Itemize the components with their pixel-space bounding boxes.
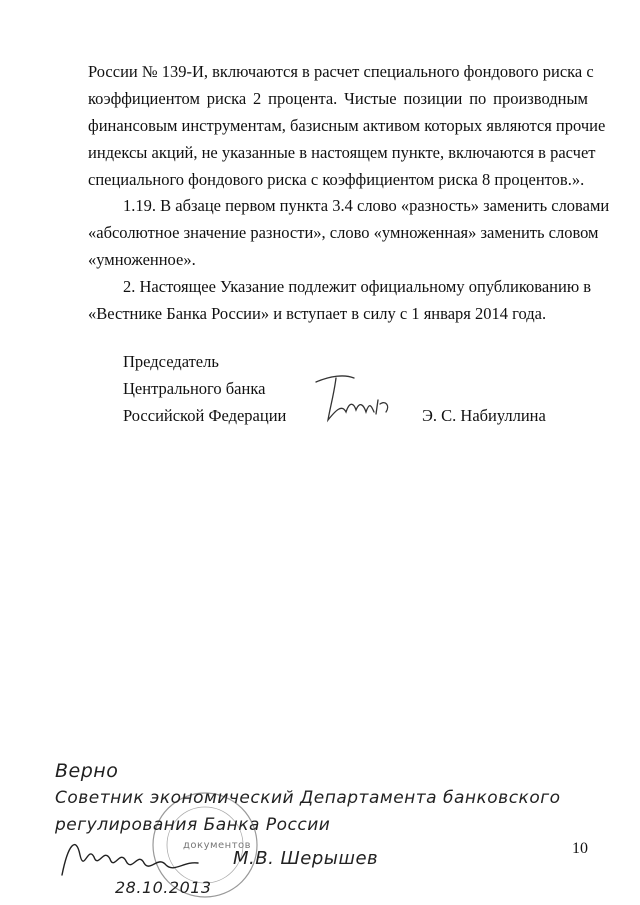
signer-title-line-1: Председатель [123,352,219,371]
stamp-text: документов [183,840,252,851]
body-line-2: коэффициентом риска 2 процента. Чистые позиции по производным [88,89,588,108]
body-line-1: России № 139-И, включаются в расчет специального фондового риска с [88,62,594,81]
page-number: 10 [572,840,588,857]
chairman-signature [310,370,400,430]
signer-name: Э. С. Набиуллина [422,406,546,425]
body-line-4: индексы акций, не указанные в настоящем пункте, включаются в расчет [88,143,596,162]
handwritten-verno: Верно [55,760,119,782]
body-line-3: финансовым инструментам, базисным активом которых являются прочие [88,116,606,135]
certifier-signature [58,825,208,885]
handwritten-date: 28.10.2013 [115,878,212,897]
body-line-9: 2. Настоящее Указание подлежит официальному опубликованию в [123,277,592,296]
handwritten-position-line-1: Советник экономический Департамента банковского [55,788,561,808]
signer-title-line-3: Российской Федерации [123,406,287,425]
body-line-10: «Вестнике Банка России» и вступает в силу с 1 января 2014 года. [88,304,547,323]
body-line-8: «умноженное». [88,250,196,269]
handwritten-signer-name: М.В. Шерышев [233,848,379,869]
handwritten-position-line-2: регулирования Банка России [55,815,331,835]
signer-title-line-2: Центрального банка [123,379,266,398]
body-line-6: 1.19. В абзаце первом пункта 3.4 слово «разность» заменить словами [123,196,610,215]
body-line-7: «абсолютное значение разности», слово «умноженная» заменить словом [88,223,599,242]
body-line-5: специального фондового риска с коэффициентом риска 8 процентов.». [88,170,585,189]
